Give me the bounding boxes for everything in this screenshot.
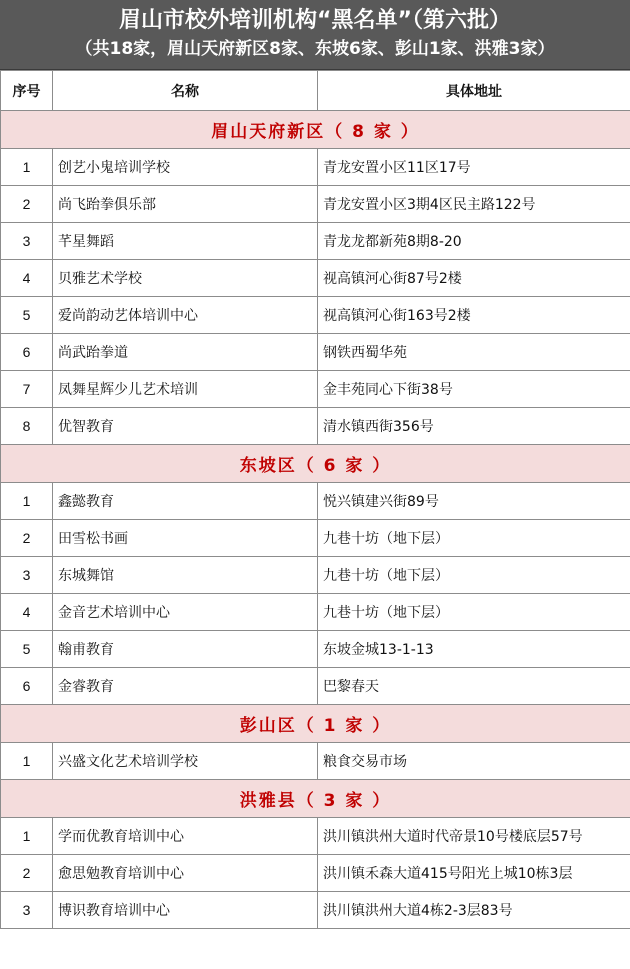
institution-name: 优智教育 [53,408,318,445]
column-header-address: 具体地址 [318,71,630,111]
institution-address: 粮食交易市场 [318,743,630,780]
section-header-row [1,445,630,483]
table-row [1,483,630,520]
row-number: 2 [1,855,53,892]
institution-address: 金丰苑同心下街38号 [318,371,630,408]
institution-address: 青龙安置小区11区17号 [318,149,630,186]
section-header-row [1,111,630,149]
row-number: 2 [1,520,53,557]
institution-name: 翰甫教育 [53,631,318,668]
section-header-row [1,705,630,743]
table-row [1,186,630,223]
page-subtitle: （共18家，眉山天府新区8家、东坡6家、彭山1家、洪雅3家） [75,39,555,59]
institution-address: 九巷十坊（地下层） [318,557,630,594]
institution-address: 九巷十坊（地下层） [318,520,630,557]
table-row [1,223,630,260]
row-number: 2 [1,186,53,223]
institution-name: 尚飞跆拳俱乐部 [53,186,318,223]
row-number: 1 [1,818,53,855]
row-number: 3 [1,557,53,594]
table-row [1,149,630,186]
institution-name: 贝雅艺术学校 [53,260,318,297]
institution-name: 创艺小鬼培训学校 [53,149,318,186]
column-header-number: 序号 [1,71,53,111]
institution-name: 爱尚韵动艺体培训中心 [53,297,318,334]
row-number: 6 [1,334,53,371]
section-heading: 洪雅县（ 3 家 ） [1,780,630,818]
institution-address: 悦兴镇建兴街89号 [318,483,630,520]
table-row [1,297,630,334]
table-row [1,855,630,892]
institution-address: 视高镇河心街87号2楼 [318,260,630,297]
row-number: 3 [1,892,53,929]
table-row [1,557,630,594]
row-number: 3 [1,223,53,260]
institution-name: 金音艺术培训中心 [53,594,318,631]
table-row [1,743,630,780]
institution-address: 青龙安置小区3期4区民主路122号 [318,186,630,223]
table-row [1,408,630,445]
section-heading: 东坡区（ 6 家 ） [1,445,630,483]
institution-address: 东坡金城13-1-13 [318,631,630,668]
row-number: 4 [1,260,53,297]
institution-name: 兴盛文化艺术培训学校 [53,743,318,780]
row-number: 1 [1,149,53,186]
table-row [1,818,630,855]
section-header-row [1,780,630,818]
section-heading: 彭山区（ 1 家 ） [1,705,630,743]
row-number: 1 [1,743,53,780]
institution-address: 洪川镇洪州大道时代帝景10号楼底层57号 [318,818,630,855]
institution-name: 愈思勉教育培训中心 [53,855,318,892]
institution-address: 钢铁西蜀华苑 [318,334,630,371]
row-number: 7 [1,371,53,408]
institution-name: 尚武跆拳道 [53,334,318,371]
section-heading: 眉山天府新区（ 8 家 ） [1,111,630,149]
institution-address: 青龙龙都新苑8期8-20 [318,223,630,260]
table-row [1,334,630,371]
table-row [1,631,630,668]
row-number: 6 [1,668,53,705]
blacklist-table [0,70,630,929]
institution-address: 洪川镇禾森大道415号阳光上城10栋3层 [318,855,630,892]
institution-name: 鑫懿教育 [53,483,318,520]
institution-address: 视高镇河心街163号2楼 [318,297,630,334]
row-number: 5 [1,631,53,668]
table-header-row [1,71,630,111]
table-row [1,520,630,557]
row-number: 8 [1,408,53,445]
table-row [1,260,630,297]
table-row [1,594,630,631]
institution-name: 凤舞星辉少儿艺术培训 [53,371,318,408]
institution-name: 金睿教育 [53,668,318,705]
institution-address: 九巷十坊（地下层） [318,594,630,631]
table-row [1,668,630,705]
institution-name: 学而优教育培训中心 [53,818,318,855]
institution-name: 田雪松书画 [53,520,318,557]
title-banner [0,0,630,70]
institution-name: 博识教育培训中心 [53,892,318,929]
column-header-name: 名称 [53,71,318,111]
row-number: 1 [1,483,53,520]
page-title: 眉山市校外培训机构“黑名单”（第六批） [119,8,511,33]
institution-name: 东城舞馆 [53,557,318,594]
row-number: 5 [1,297,53,334]
institution-address: 巴黎春天 [318,668,630,705]
table-row [1,371,630,408]
institution-address: 清水镇西街356号 [318,408,630,445]
institution-name: 芊星舞蹈 [53,223,318,260]
table-row [1,892,630,929]
row-number: 4 [1,594,53,631]
institution-address: 洪川镇洪州大道4栋2-3层83号 [318,892,630,929]
table-body [1,71,630,929]
